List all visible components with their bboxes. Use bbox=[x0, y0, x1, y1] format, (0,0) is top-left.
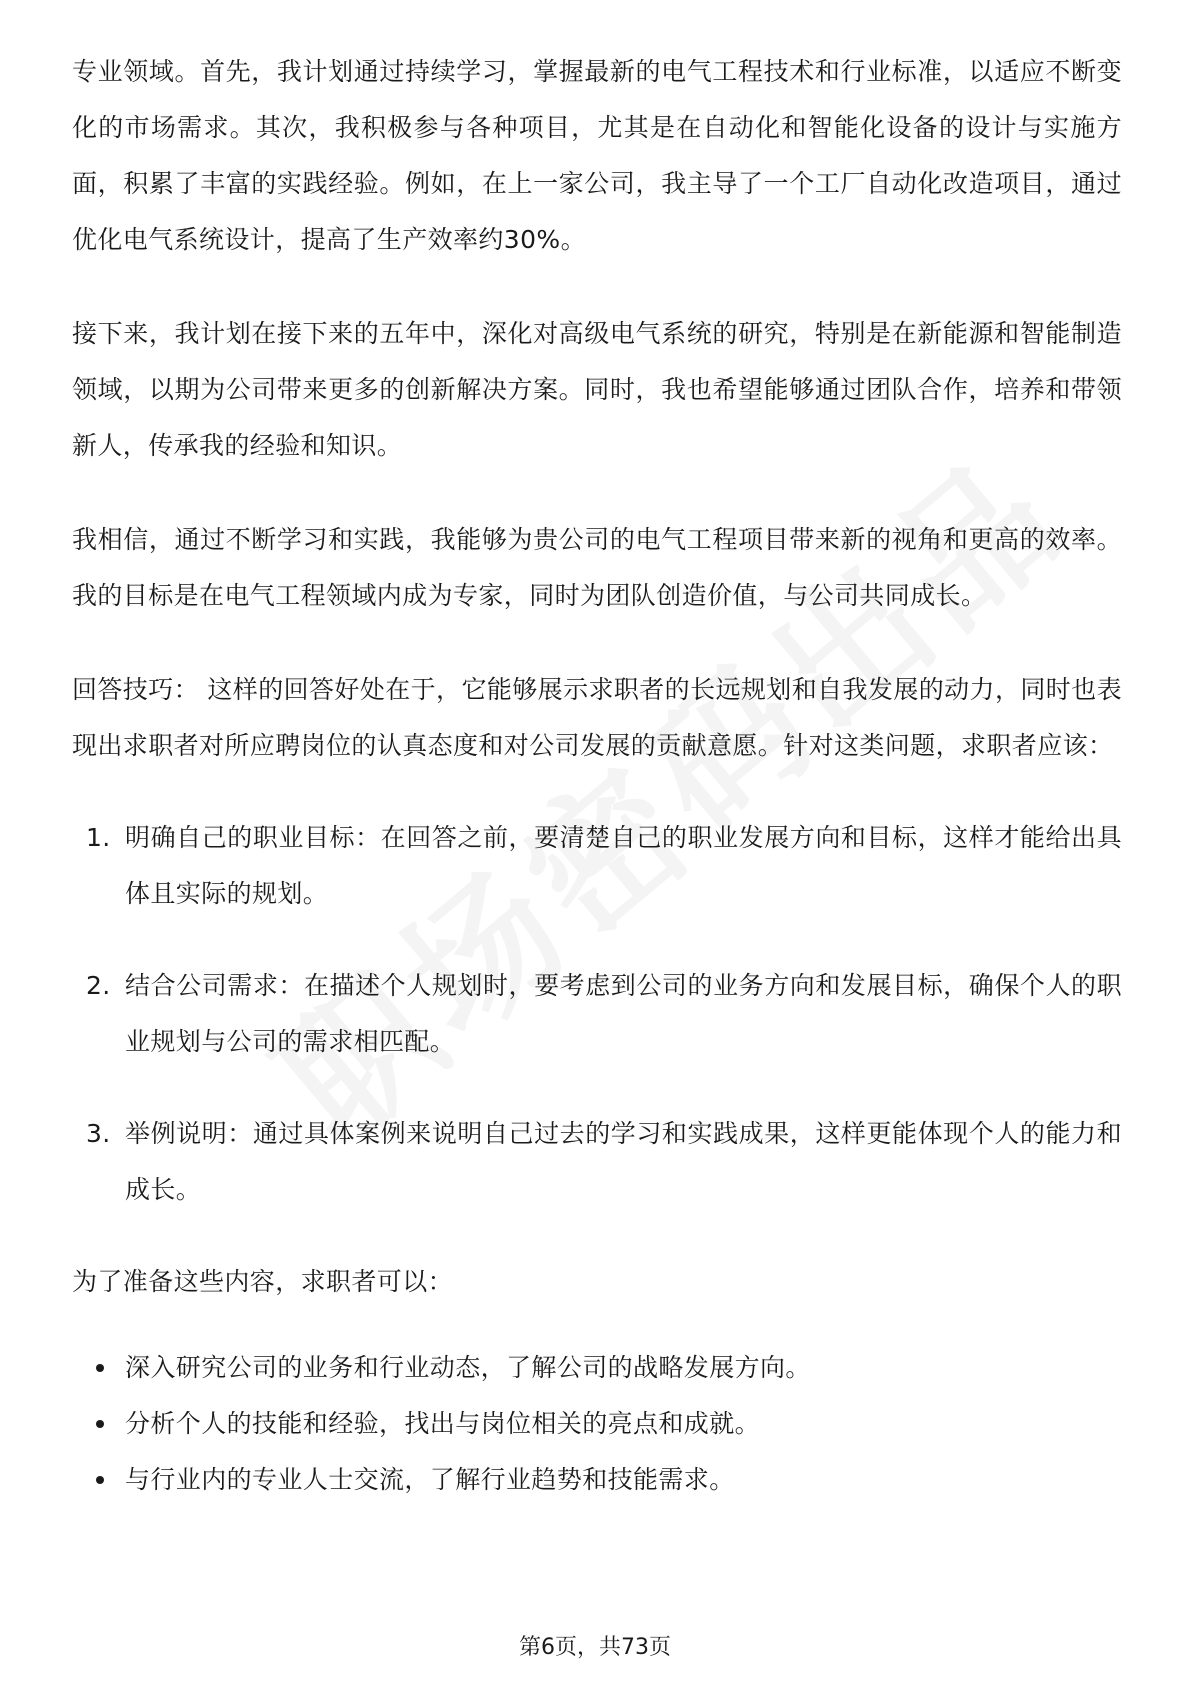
list-number: 3. bbox=[86, 1119, 111, 1148]
list-item-text: 举例说明：通过具体案例来说明自己过去的学习和实践成果，这样更能体现个人的能力和成长。 bbox=[125, 1119, 1122, 1204]
list-number: 1. bbox=[86, 823, 111, 852]
bullet-item-text: 与行业内的专业人士交流，了解行业趋势和技能需求。 bbox=[125, 1465, 735, 1494]
paragraph-belief: 我相信，通过不断学习和实践，我能够为贵公司的电气工程项目带来新的视角和更高的效率。我的目标是在电气工程领域内成为专家，同时为团队创造价值，与公司共同成长。 bbox=[72, 525, 1122, 610]
bullet-item bbox=[72, 1452, 1122, 1508]
page-footer: 第6页，共73页 bbox=[519, 1635, 671, 1660]
bullet-item bbox=[72, 1396, 1122, 1452]
paragraph-career-plan: 专业领域。首先，我计划通过持续学习，掌握最新的电气工程技术和行业标准，以适应不断变化的市场需求。其次，我积极参与各种项目，尤其是在自动化和智能化设备的设计与实施方面，积累了丰富的实践经验。例如，在上一家公司，我主导了一个工厂自动化改造项目，通过优化电气系统设计，提高了生产效率约30%。 bbox=[72, 57, 1122, 254]
bullet-dot-icon bbox=[96, 1364, 104, 1372]
document-page bbox=[72, 44, 1122, 1508]
list-item bbox=[72, 810, 1122, 922]
bullet-dot-icon bbox=[96, 1476, 104, 1484]
list-item-text: 结合公司需求：在描述个人规划时，要考虑到公司的业务方向和发展目标，确保个人的职业规划与公司的需求相匹配。 bbox=[125, 971, 1122, 1056]
list-number: 2. bbox=[86, 971, 111, 1000]
bullet-item bbox=[72, 1340, 1122, 1396]
list-item bbox=[72, 958, 1122, 1070]
bullet-list bbox=[72, 1340, 1122, 1508]
paragraph-answer-tips: 回答技巧： 这样的回答好处在于，它能够展示求职者的长远规划和自我发展的动力，同时也表现出求职者对所应聘岗位的认真态度和对公司发展的贡献意愿。针对这类问题，求职者应该： bbox=[72, 675, 1122, 760]
bullet-item-text: 分析个人的技能和经验，找出与岗位相关的亮点和成就。 bbox=[125, 1409, 761, 1438]
bullet-dot-icon bbox=[96, 1420, 104, 1428]
bullet-item-text: 深入研究公司的业务和行业动态，了解公司的战略发展方向。 bbox=[125, 1353, 811, 1382]
paragraph-prep-intro: 为了准备这些内容，求职者可以： bbox=[72, 1267, 454, 1296]
list-item-text: 明确自己的职业目标：在回答之前，要清楚自己的职业发展方向和目标，这样才能给出具体且实际的规划。 bbox=[125, 823, 1122, 908]
paragraph-five-year-plan: 接下来，我计划在接下来的五年中，深化对高级电气系统的研究，特别是在新能源和智能制造领域，以期为公司带来更多的创新解决方案。同时，我也希望能够通过团队合作，培养和带领新人，传承我的经验和知识。 bbox=[72, 319, 1122, 460]
list-item bbox=[72, 1106, 1122, 1218]
numbered-list bbox=[72, 810, 1122, 1218]
